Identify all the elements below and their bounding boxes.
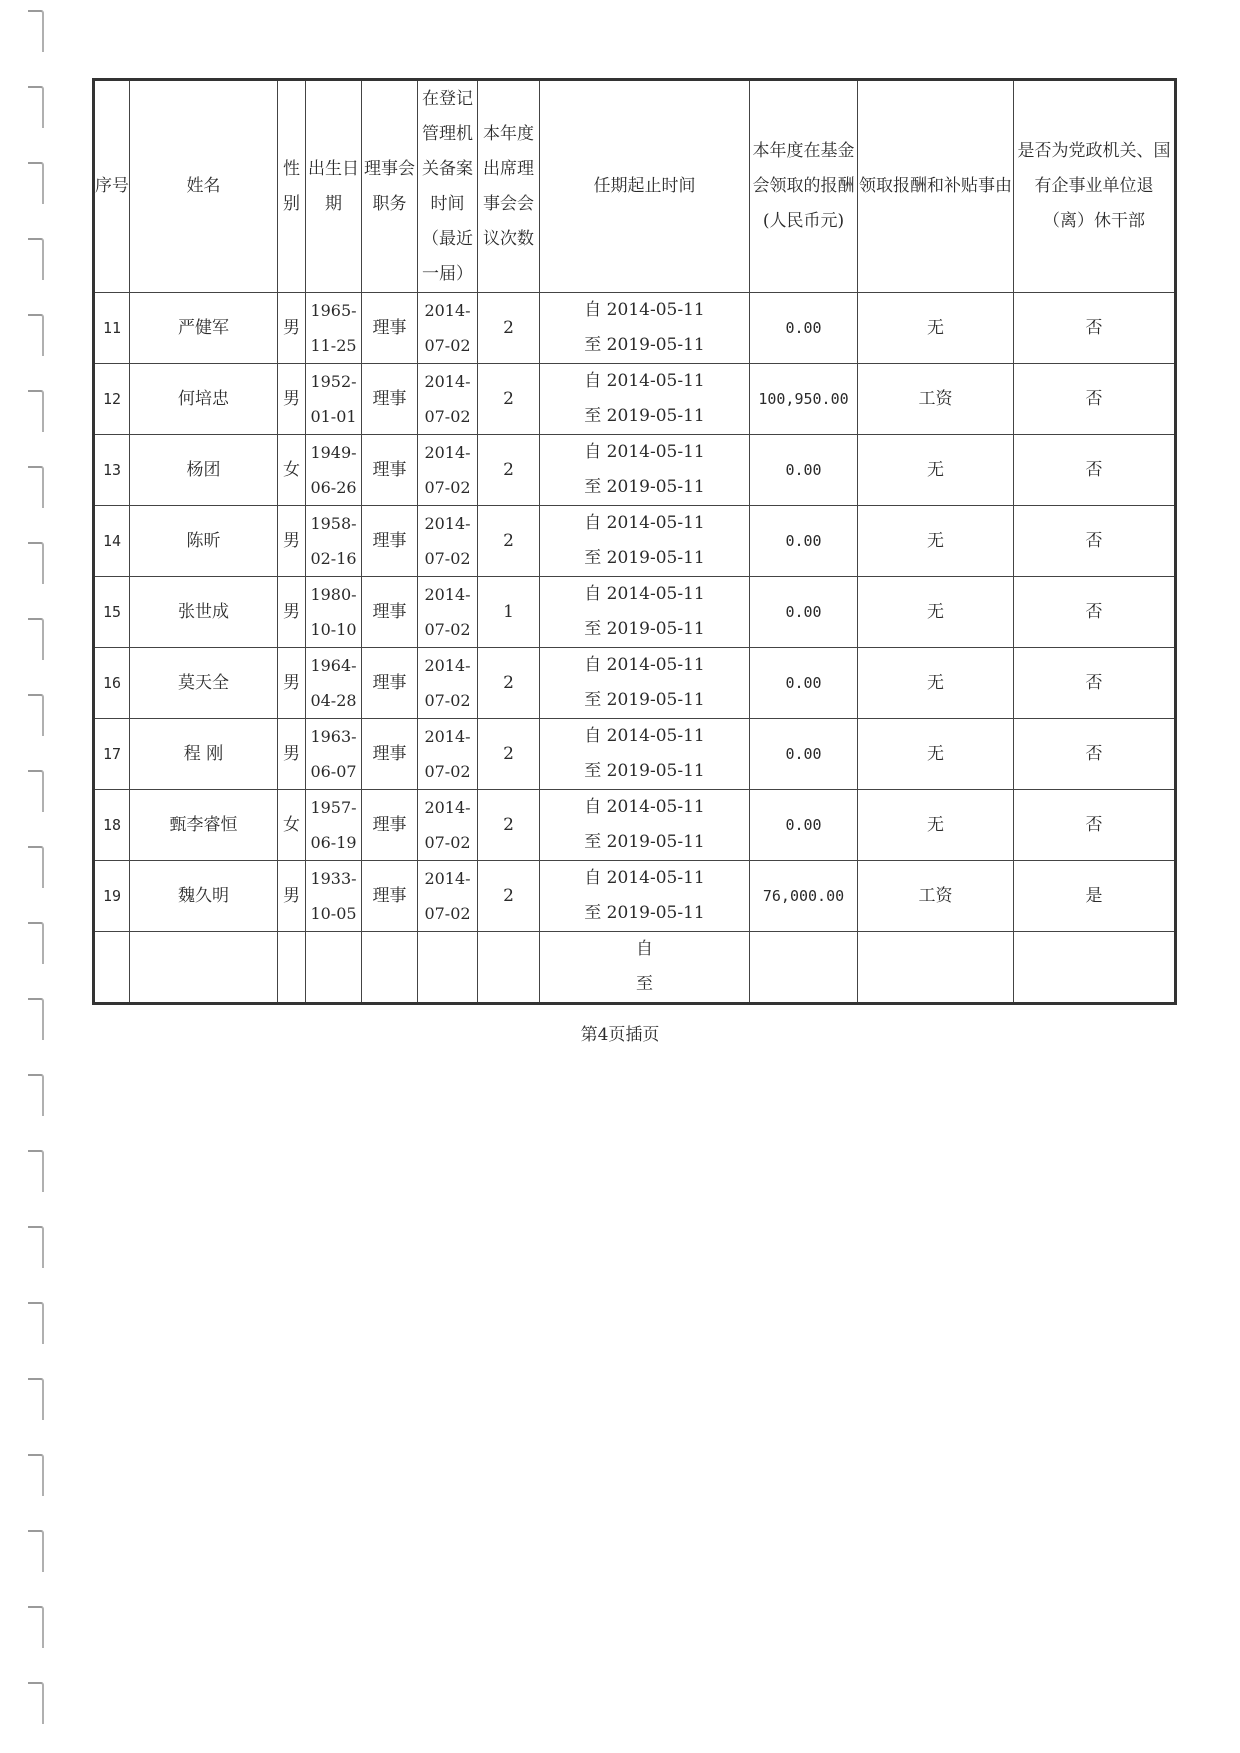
birth-year: 1933- — [310, 869, 357, 888]
term-to: 至 2019-05-11 — [584, 477, 705, 497]
cell-birth-date — [306, 435, 362, 506]
table-row — [94, 364, 1176, 435]
cell-gender: 男 — [278, 364, 306, 435]
header-attendance: 本年度出席理事会会议次数 — [478, 80, 540, 293]
term-to: 至 2019-05-11 — [584, 832, 705, 852]
birth-month-day: 04-28 — [310, 691, 357, 710]
cell-name: 魏久明 — [130, 861, 278, 932]
cell-record-date — [418, 790, 478, 861]
cell-pay: 0.00 — [750, 506, 858, 577]
cell-index: 16 — [94, 648, 130, 719]
cell-role: 理事 — [362, 364, 418, 435]
cell-attendance: 1 — [478, 577, 540, 648]
record-month-day: 07-02 — [424, 478, 471, 497]
cell-retired-cadre: 是 — [1014, 861, 1176, 932]
directors-table — [92, 78, 1177, 1005]
record-year: 2014- — [424, 798, 471, 817]
cell-pay: 76,000.00 — [750, 861, 858, 932]
birth-month-day: 01-01 — [310, 407, 357, 426]
binding-marks — [28, 0, 42, 1753]
term-from: 自 2014-05-11 — [584, 797, 705, 817]
cell-pay: 0.00 — [750, 293, 858, 364]
table-row — [94, 577, 1176, 648]
header-gender: 性别 — [278, 80, 306, 293]
cell-name: 严健军 — [130, 293, 278, 364]
cell-pay: 100,950.00 — [750, 364, 858, 435]
record-year: 2014- — [424, 372, 471, 391]
cell-term — [540, 861, 750, 932]
cell-record-date — [418, 435, 478, 506]
cell-term — [540, 293, 750, 364]
cell-attendance: 2 — [478, 861, 540, 932]
birth-month-day: 10-05 — [310, 904, 357, 923]
header-pay-reason: 领取报酬和补贴事由 — [858, 80, 1014, 293]
cell-pay-reason: 无 — [858, 648, 1014, 719]
cell-role: 理事 — [362, 506, 418, 577]
cell-pay-reason: 无 — [858, 790, 1014, 861]
term-from: 自 2014-05-11 — [584, 513, 705, 533]
cell-birth-date — [306, 577, 362, 648]
header-name: 姓名 — [130, 80, 278, 293]
term-from: 自 2014-05-11 — [584, 371, 705, 391]
record-month-day: 07-02 — [424, 691, 471, 710]
cell-record-date — [418, 719, 478, 790]
term-from: 自 2014-05-11 — [584, 868, 705, 888]
record-year: 2014- — [424, 727, 471, 746]
cell-term — [540, 932, 750, 1004]
record-month-day: 07-02 — [424, 407, 471, 426]
record-year: 2014- — [424, 514, 471, 533]
birth-month-day: 06-19 — [310, 833, 357, 852]
cell-record-date — [418, 506, 478, 577]
cell-term — [540, 719, 750, 790]
cell-retired-cadre: 否 — [1014, 293, 1176, 364]
cell-role: 理事 — [362, 790, 418, 861]
record-year: 2014- — [424, 656, 471, 675]
table-row — [94, 648, 1176, 719]
table-row — [94, 506, 1176, 577]
cell-index: 14 — [94, 506, 130, 577]
cell-retired-cadre: 否 — [1014, 364, 1176, 435]
cell-index: 13 — [94, 435, 130, 506]
record-year: 2014- — [424, 585, 471, 604]
birth-year: 1963- — [310, 727, 357, 746]
cell-attendance: 2 — [478, 364, 540, 435]
header-record-date: 在登记管理机关备案时间（最近一届） — [418, 80, 478, 293]
cell-name: 何培忠 — [130, 364, 278, 435]
cell-pay — [750, 932, 858, 1004]
cell-role: 理事 — [362, 861, 418, 932]
birth-month-day: 06-26 — [310, 478, 357, 497]
header-term: 任期起止时间 — [540, 80, 750, 293]
table-row — [94, 790, 1176, 861]
cell-attendance: 2 — [478, 790, 540, 861]
cell-name: 张世成 — [130, 577, 278, 648]
cell-attendance: 2 — [478, 506, 540, 577]
cell-index: 18 — [94, 790, 130, 861]
header-index: 序号 — [94, 80, 130, 293]
cell-retired-cadre: 否 — [1014, 506, 1176, 577]
cell-name: 杨团 — [130, 435, 278, 506]
cell-record-date — [418, 577, 478, 648]
cell-role: 理事 — [362, 577, 418, 648]
term-to: 至 2019-05-11 — [584, 406, 705, 426]
cell-name: 程 刚 — [130, 719, 278, 790]
cell-pay: 0.00 — [750, 648, 858, 719]
cell-gender: 男 — [278, 648, 306, 719]
cell-birth-date — [306, 861, 362, 932]
cell-attendance — [478, 932, 540, 1004]
record-month-day: 07-02 — [424, 549, 471, 568]
term-to: 至 2019-05-11 — [584, 335, 705, 355]
term-to: 至 2019-05-11 — [584, 903, 705, 923]
cell-pay-reason: 无 — [858, 293, 1014, 364]
cell-pay: 0.00 — [750, 719, 858, 790]
cell-retired-cadre — [1014, 932, 1176, 1004]
cell-gender: 女 — [278, 435, 306, 506]
cell-attendance: 2 — [478, 435, 540, 506]
cell-name — [130, 932, 278, 1004]
record-year: 2014- — [424, 301, 471, 320]
cell-pay-reason: 无 — [858, 506, 1014, 577]
cell-attendance: 2 — [478, 719, 540, 790]
cell-pay-reason: 无 — [858, 435, 1014, 506]
cell-role: 理事 — [362, 435, 418, 506]
table-row — [94, 861, 1176, 932]
cell-record-date — [418, 932, 478, 1004]
cell-gender: 男 — [278, 293, 306, 364]
birth-year: 1964- — [310, 656, 357, 675]
term-from: 自 2014-05-11 — [584, 584, 705, 604]
birth-month-day: 06-07 — [310, 762, 357, 781]
table-row — [94, 719, 1176, 790]
cell-birth-date — [306, 648, 362, 719]
cell-pay: 0.00 — [750, 577, 858, 648]
birth-year: 1965- — [310, 301, 357, 320]
table-row — [94, 435, 1176, 506]
birth-month-day: 10-10 — [310, 620, 357, 639]
cell-index: 15 — [94, 577, 130, 648]
record-month-day: 07-02 — [424, 620, 471, 639]
cell-index: 12 — [94, 364, 130, 435]
cell-term — [540, 435, 750, 506]
cell-birth-date — [306, 293, 362, 364]
cell-attendance: 2 — [478, 293, 540, 364]
birth-month-day: 02-16 — [310, 549, 357, 568]
record-month-day: 07-02 — [424, 762, 471, 781]
cell-index: 19 — [94, 861, 130, 932]
cell-gender: 男 — [278, 861, 306, 932]
birth-year: 1957- — [310, 798, 357, 817]
term-to: 至 — [636, 974, 653, 994]
cell-retired-cadre: 否 — [1014, 648, 1176, 719]
table-row — [94, 293, 1176, 364]
cell-gender: 女 — [278, 790, 306, 861]
cell-term — [540, 506, 750, 577]
header-board-role: 理事会职务 — [362, 80, 418, 293]
table-header-row — [94, 80, 1176, 293]
term-to: 至 2019-05-11 — [584, 548, 705, 568]
table-row — [94, 932, 1176, 1004]
cell-pay: 0.00 — [750, 435, 858, 506]
term-to: 至 2019-05-11 — [584, 761, 705, 781]
cell-record-date — [418, 861, 478, 932]
birth-year: 1949- — [310, 443, 357, 462]
header-retired-cadre: 是否为党政机关、国有企事业单位退（离）休干部 — [1014, 80, 1176, 293]
cell-birth-date — [306, 506, 362, 577]
birth-year: 1952- — [310, 372, 357, 391]
cell-birth-date — [306, 719, 362, 790]
cell-retired-cadre: 否 — [1014, 435, 1176, 506]
cell-term — [540, 648, 750, 719]
cell-retired-cadre: 否 — [1014, 719, 1176, 790]
term-to: 至 2019-05-11 — [584, 690, 705, 710]
record-year: 2014- — [424, 869, 471, 888]
cell-retired-cadre: 否 — [1014, 790, 1176, 861]
birth-year: 1980- — [310, 585, 357, 604]
record-month-day: 07-02 — [424, 336, 471, 355]
term-from: 自 2014-05-11 — [584, 726, 705, 746]
cell-term — [540, 364, 750, 435]
cell-birth-date — [306, 790, 362, 861]
cell-pay: 0.00 — [750, 790, 858, 861]
cell-retired-cadre: 否 — [1014, 577, 1176, 648]
cell-gender: 男 — [278, 577, 306, 648]
birth-year: 1958- — [310, 514, 357, 533]
cell-term — [540, 577, 750, 648]
cell-gender — [278, 932, 306, 1004]
cell-index — [94, 932, 130, 1004]
cell-role: 理事 — [362, 648, 418, 719]
term-from: 自 2014-05-11 — [584, 442, 705, 462]
term-to: 至 2019-05-11 — [584, 619, 705, 639]
term-from: 自 — [636, 939, 653, 959]
header-pay: 本年度在基金会领取的报酬(人民币元) — [750, 80, 858, 293]
record-year: 2014- — [424, 443, 471, 462]
term-from: 自 2014-05-11 — [584, 300, 705, 320]
cell-pay-reason: 工资 — [858, 861, 1014, 932]
cell-record-date — [418, 293, 478, 364]
record-month-day: 07-02 — [424, 833, 471, 852]
cell-gender: 男 — [278, 719, 306, 790]
header-birth-date: 出生日期 — [306, 80, 362, 293]
cell-record-date — [418, 364, 478, 435]
cell-pay-reason — [858, 932, 1014, 1004]
record-month-day: 07-02 — [424, 904, 471, 923]
cell-role: 理事 — [362, 293, 418, 364]
cell-name: 甄李睿恒 — [130, 790, 278, 861]
cell-index: 11 — [94, 293, 130, 364]
cell-pay-reason: 工资 — [858, 364, 1014, 435]
cell-attendance: 2 — [478, 648, 540, 719]
cell-gender: 男 — [278, 506, 306, 577]
cell-pay-reason: 无 — [858, 719, 1014, 790]
cell-name: 陈昕 — [130, 506, 278, 577]
page-footer: 第4页插页 — [580, 1025, 660, 1045]
cell-pay-reason: 无 — [858, 577, 1014, 648]
cell-name: 莫天全 — [130, 648, 278, 719]
cell-role — [362, 932, 418, 1004]
cell-term — [540, 790, 750, 861]
cell-role: 理事 — [362, 719, 418, 790]
cell-birth-date — [306, 932, 362, 1004]
cell-birth-date — [306, 364, 362, 435]
term-from: 自 2014-05-11 — [584, 655, 705, 675]
cell-record-date — [418, 648, 478, 719]
birth-month-day: 11-25 — [310, 336, 357, 355]
cell-index: 17 — [94, 719, 130, 790]
